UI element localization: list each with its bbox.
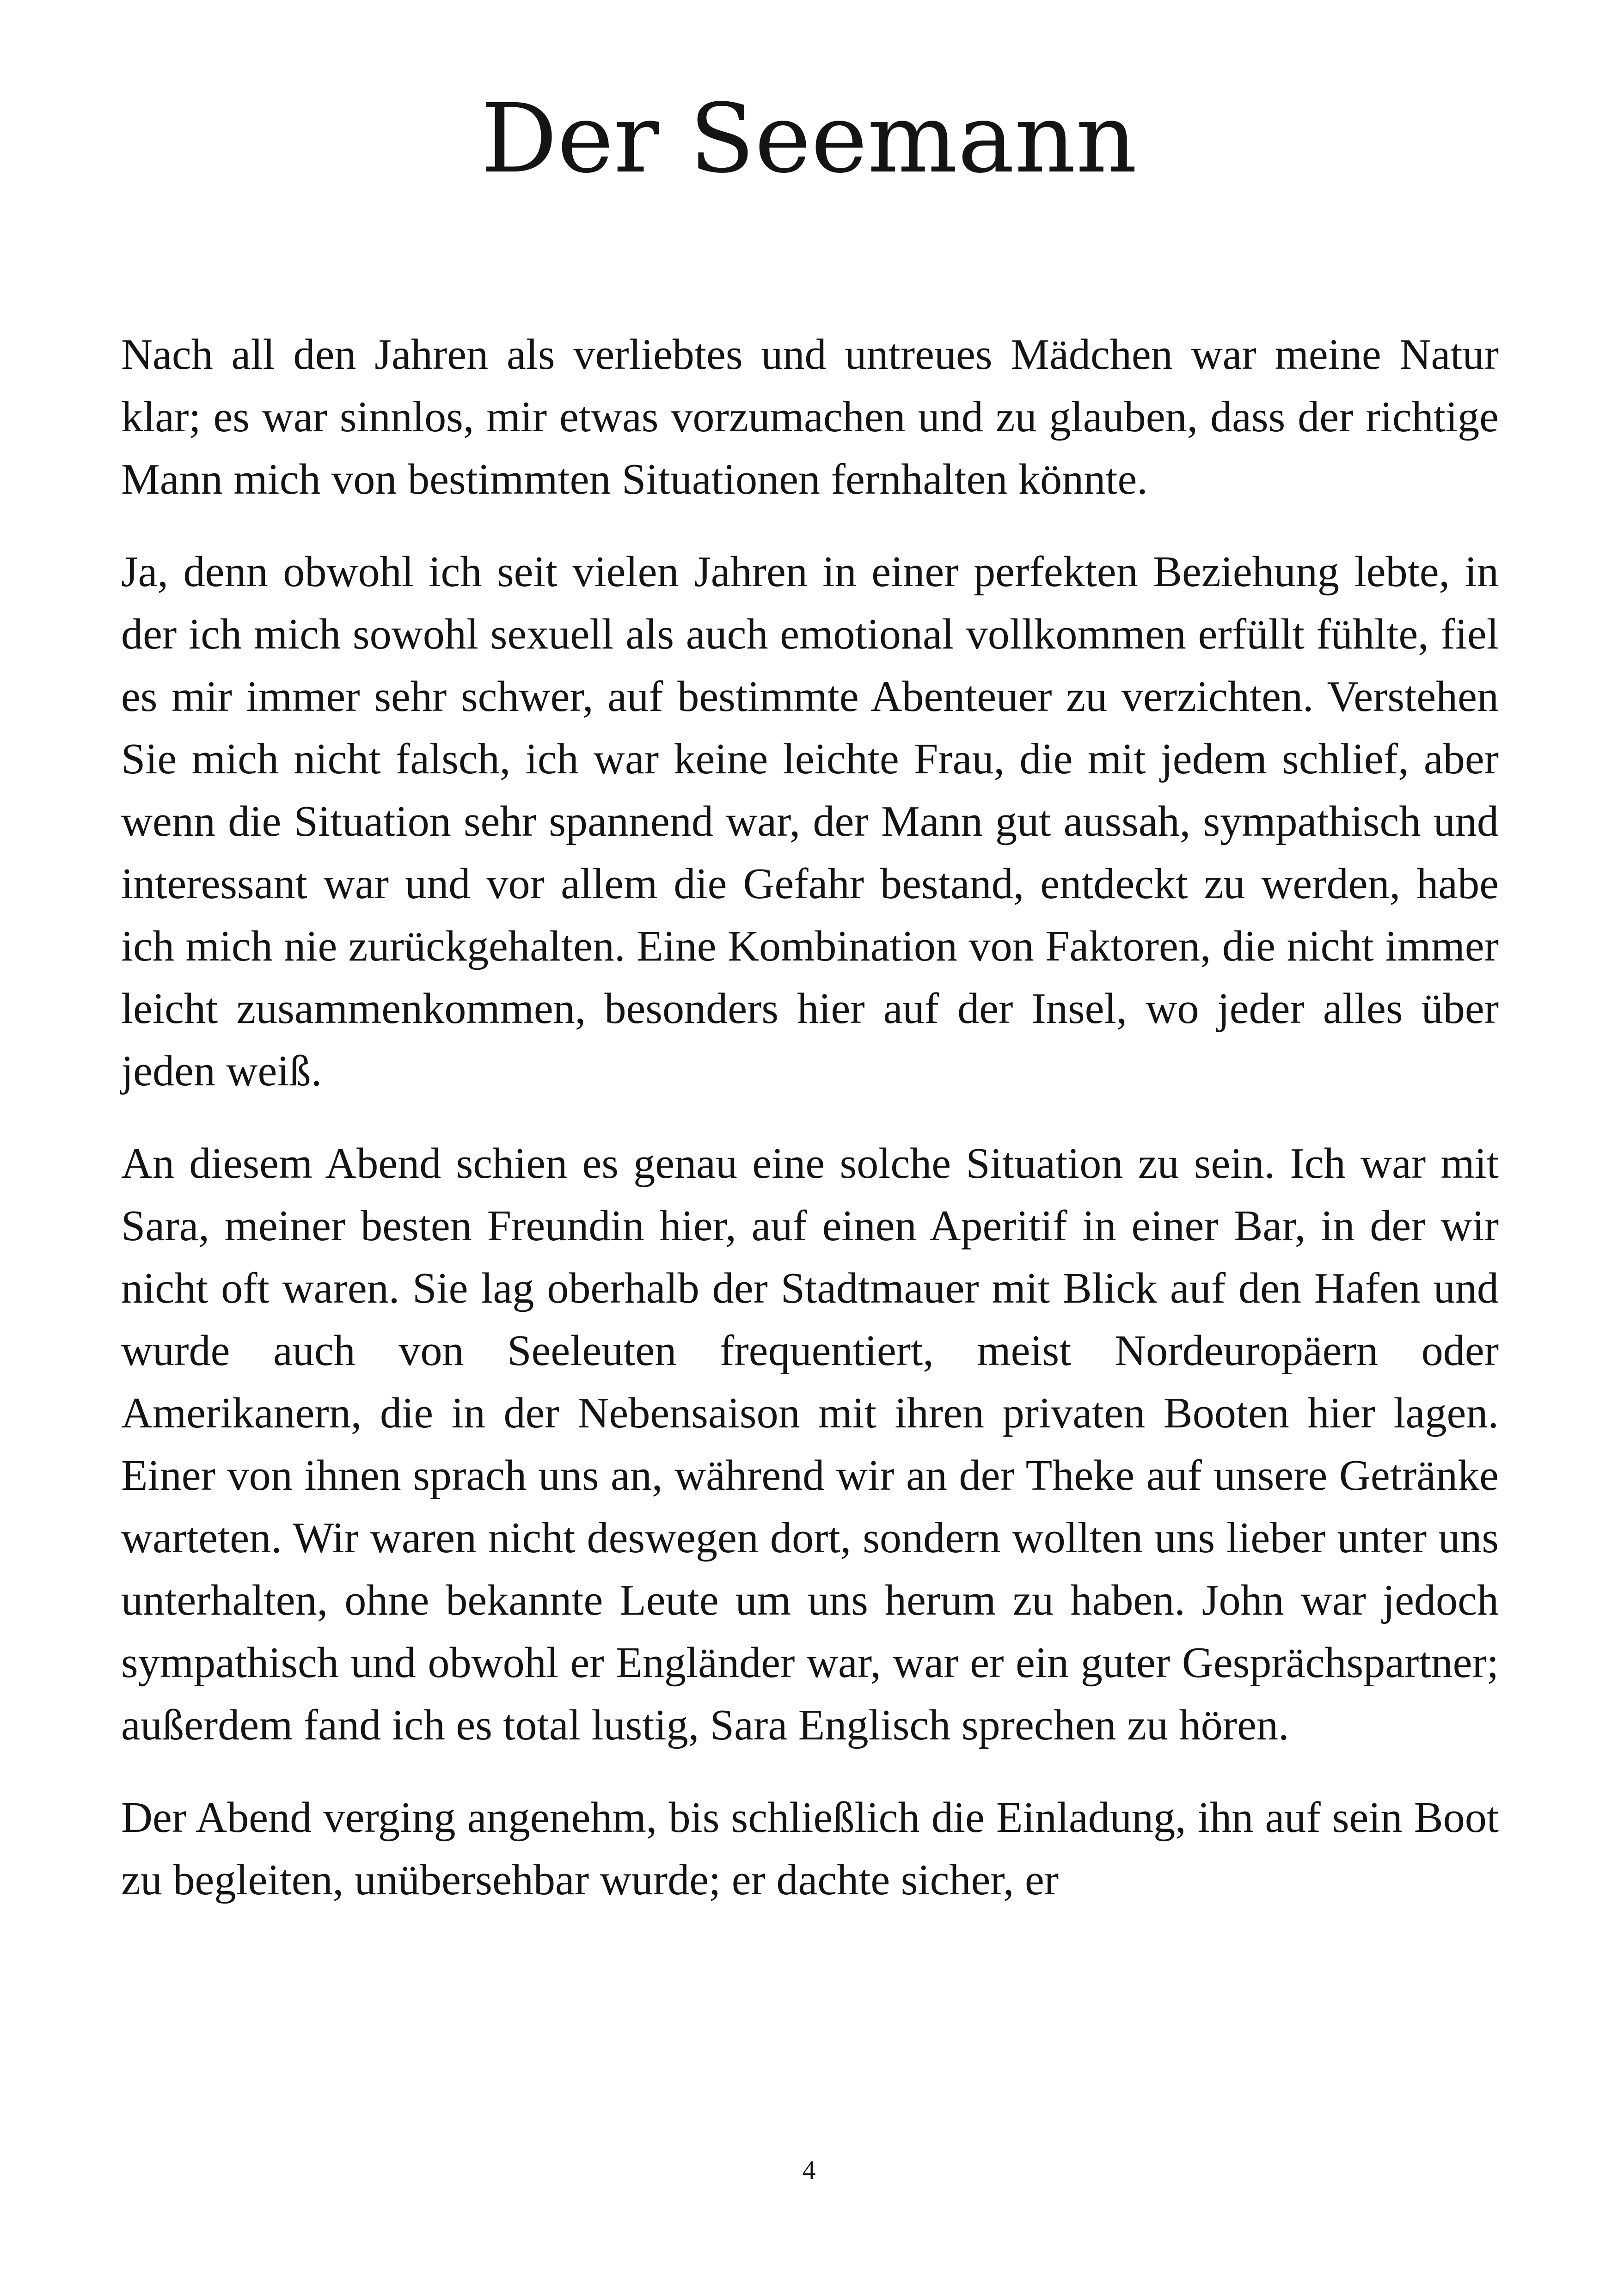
paragraph-1: Nach all den Jahren als verliebtes und untreues Mädchen war meine Natur klar; es war sinnlos, mir etwas vorzumachen und zu glauben, dass der richtige Mann mich von bestimmten Situationen fernhalten könnte. bbox=[121, 331, 1499, 503]
paragraph-4: Der Abend verging angenehm, bis schließlich die Einladung, ihn auf sein Boot zu begleiten, unübersehbar wurde; er dachte sicher, er bbox=[121, 1794, 1499, 1904]
paragraph-2: Ja, denn obwohl ich seit vielen Jahren in einer perfekten Beziehung lebte, in der ich mich sowohl sexuell als auch emotional vollkommen erfüllt fühlte, fiel es mir immer sehr schwer, auf bestimmte Abenteuer zu verzichten. Verstehen Sie mich nicht falsch, ich war keine leichte Frau, die mit jedem schlief, aber wenn die Situation sehr spannend war, der Mann gut aussah, sympathisch und interessant war und vor allem die Gefahr bestand, entdeckt zu werden, habe ich mich nie zurückgehalten. Eine Kombination von Faktoren, die nicht immer leicht zusammenkommen, besonders hier auf der Insel, wo jeder alles über jeden weiß. bbox=[121, 548, 1499, 1095]
body-text bbox=[121, 324, 1499, 1941]
page-number: 4 bbox=[802, 2155, 816, 2185]
paragraph-3: An diesem Abend schien es genau eine solche Situation zu sein. Ich war mit Sara, meiner besten Freundin hier, auf einen Aperitif in einer Bar, in der wir nicht oft waren. Sie lag oberhalb der Stadtmauer mit Blick auf den Hafen und wurde auch von Seeleuten frequentiert, meist Nordeuropäern oder Amerikanern, die in der Nebensaison mit ihren privaten Booten hier lagen. Einer von ihnen sprach uns an, während wir an der Theke auf unsere Getränke warteten. Wir waren nicht deswegen dort, sondern wollten uns lieber unter uns unterhalten, ohne bekannte Leute um uns herum zu haben. John war jedoch sympathisch und obwohl er Engländer war, war er ein guter Gesprächspartner; außerdem fand ich es total lustig, Sara Englisch sprechen zu hören. bbox=[121, 1139, 1499, 1749]
page-title: Der Seemann bbox=[481, 83, 1137, 194]
